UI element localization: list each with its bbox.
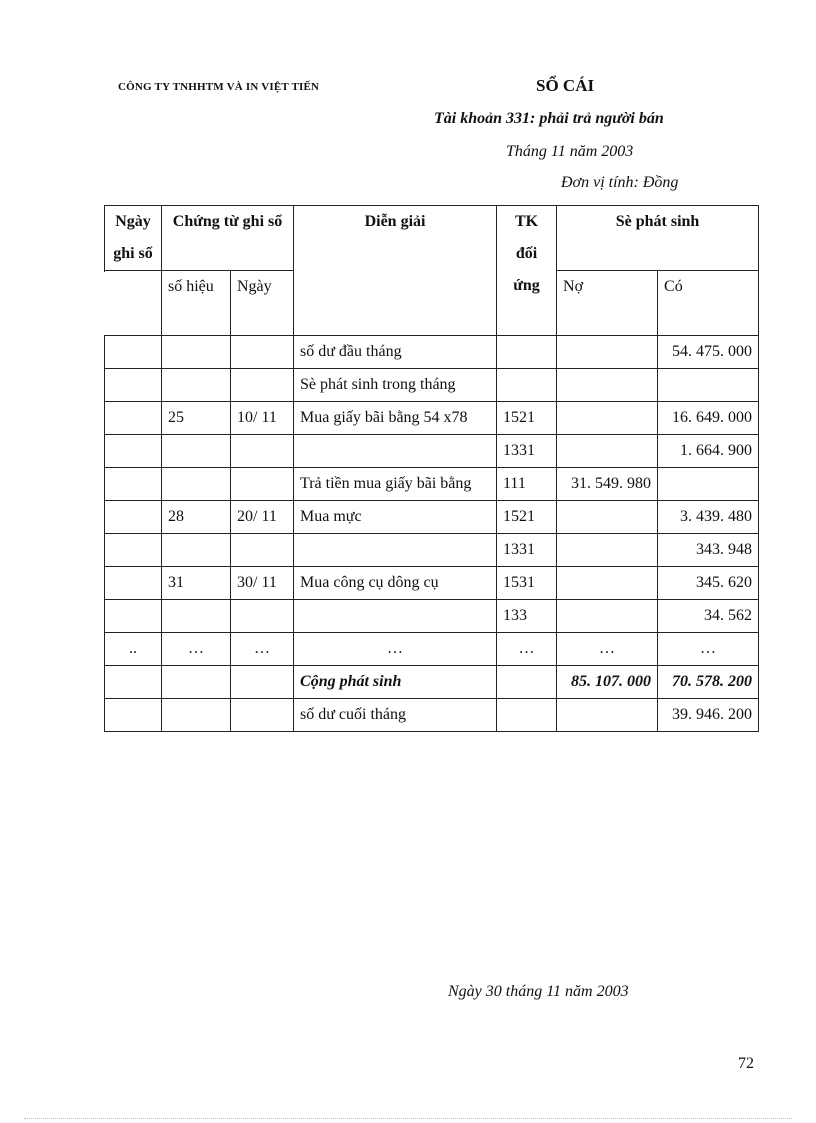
cell-voucher-date: [231, 369, 294, 402]
cell-credit: 343. 948: [658, 534, 759, 567]
cell-counter-account: 111: [497, 468, 557, 501]
table-row: [105, 633, 759, 666]
header-voucher: Chứng từ ghi sổ: [162, 206, 294, 271]
cell-credit: 3. 439. 480: [658, 501, 759, 534]
unit-label: Đơn vị tính: Đồng: [561, 174, 679, 191]
cell-credit: 39. 946. 200: [658, 699, 759, 732]
cell-date: [105, 369, 162, 402]
cell-date: [105, 501, 162, 534]
cell-description: Sè phát sinh trong tháng: [294, 369, 497, 402]
cell-description: số dư cuối tháng: [294, 699, 497, 732]
company-name: CÔNG TY TNHHTM VÀ IN VIỆT TIẾN: [118, 81, 320, 93]
signature-date: Ngày 30 tháng 11 năm 2003: [448, 983, 629, 1000]
table-row: [105, 699, 759, 732]
cell-debit: [557, 369, 658, 402]
cell-date: ..: [105, 633, 162, 666]
ledger-body: [105, 336, 759, 732]
cell-voucher-no: [162, 534, 231, 567]
cell-date: [105, 336, 162, 369]
table-row: [105, 369, 759, 402]
cell-date: [105, 567, 162, 600]
cell-date: [105, 666, 162, 699]
cell-debit: …: [557, 633, 658, 666]
header-voucher-no: số hiệu: [162, 271, 231, 336]
cell-voucher-no: …: [162, 633, 231, 666]
cell-description: Mua giấy bãi bằng 54 x78: [294, 402, 497, 435]
cell-counter-account: 1521: [497, 501, 557, 534]
cell-credit: 1. 664. 900: [658, 435, 759, 468]
cell-credit: …: [658, 633, 759, 666]
cell-counter-account: 1531: [497, 567, 557, 600]
cell-debit: [557, 534, 658, 567]
page-bottom-divider: [24, 1118, 792, 1119]
cell-credit: 54. 475. 000: [658, 336, 759, 369]
cell-voucher-no: [162, 468, 231, 501]
cell-voucher-no: 25: [162, 402, 231, 435]
cell-date: [105, 402, 162, 435]
cell-description: Trả tiền mua giấy bãi bằng: [294, 468, 497, 501]
cell-voucher-no: [162, 369, 231, 402]
cell-voucher-date: [231, 699, 294, 732]
cell-credit: 70. 578. 200: [658, 666, 759, 699]
cell-voucher-date: 10/ 11: [231, 402, 294, 435]
table-row: [105, 600, 759, 633]
table-row: [105, 402, 759, 435]
cell-description: [294, 534, 497, 567]
cell-credit: 16. 649. 000: [658, 402, 759, 435]
ledger-title: SỔ CÁI: [536, 76, 595, 95]
cell-voucher-no: 28: [162, 501, 231, 534]
table-row: [105, 435, 759, 468]
cell-counter-account: [497, 369, 557, 402]
cell-credit: 345. 620: [658, 567, 759, 600]
cell-voucher-date: 30/ 11: [231, 567, 294, 600]
cell-voucher-date: [231, 336, 294, 369]
cell-voucher-no: [162, 435, 231, 468]
cell-counter-account: …: [497, 633, 557, 666]
cell-description: …: [294, 633, 497, 666]
period-label: Tháng 11 năm 2003: [506, 143, 634, 160]
cell-counter-account: 133: [497, 600, 557, 633]
cell-description: Mua công cụ dông cụ: [294, 567, 497, 600]
cell-debit: [557, 567, 658, 600]
cell-counter-account: 1331: [497, 435, 557, 468]
cell-date: [105, 468, 162, 501]
page-number: 72: [738, 1055, 754, 1072]
cell-voucher-date: [231, 468, 294, 501]
cell-debit: [557, 501, 658, 534]
cell-voucher-date: …: [231, 633, 294, 666]
cell-voucher-no: [162, 336, 231, 369]
cell-date: [105, 534, 162, 567]
cell-credit: [658, 468, 759, 501]
cell-date: [105, 699, 162, 732]
cell-description: Cộng phát sinh: [294, 666, 497, 699]
cell-debit: [557, 699, 658, 732]
table-row: [105, 534, 759, 567]
header-voucher-date: Ngày: [231, 271, 294, 336]
cell-voucher-date: [231, 534, 294, 567]
table-row: [105, 468, 759, 501]
cell-counter-account: 1521: [497, 402, 557, 435]
cell-credit: [658, 369, 759, 402]
cell-description: [294, 600, 497, 633]
cell-counter-account: 1331: [497, 534, 557, 567]
cell-voucher-date: [231, 435, 294, 468]
cell-debit: [557, 435, 658, 468]
cell-debit: [557, 402, 658, 435]
header-debit: Nợ: [557, 271, 658, 336]
cell-date: [105, 435, 162, 468]
cell-voucher-no: [162, 600, 231, 633]
cell-credit: 34. 562: [658, 600, 759, 633]
cell-debit: [557, 600, 658, 633]
header-credit: Có: [658, 271, 759, 336]
account-title: Tài khoản 331: phải trả người bán: [434, 110, 664, 127]
cell-debit: 85. 107. 000: [557, 666, 658, 699]
cell-debit: [557, 336, 658, 369]
cell-voucher-no: 31: [162, 567, 231, 600]
cell-voucher-date: [231, 666, 294, 699]
header-amount: Sè phát sinh: [557, 206, 759, 271]
header-date: Ngày ghi sổ: [105, 206, 162, 271]
cell-description: [294, 435, 497, 468]
cell-counter-account: [497, 666, 557, 699]
ledger-table: [104, 205, 759, 732]
cell-voucher-no: [162, 666, 231, 699]
table-row: [105, 336, 759, 369]
cell-counter-account: [497, 699, 557, 732]
cell-voucher-date: [231, 600, 294, 633]
cell-voucher-date: 20/ 11: [231, 501, 294, 534]
header-description: Diễn giải: [294, 206, 497, 336]
cell-description: Mua mực: [294, 501, 497, 534]
table-row: [105, 567, 759, 600]
cell-debit: 31. 549. 980: [557, 468, 658, 501]
cell-voucher-no: [162, 699, 231, 732]
header-counter-account: TK đối ứng: [497, 206, 557, 336]
cell-description: số dư đầu tháng: [294, 336, 497, 369]
table-row: [105, 666, 759, 699]
table-row: [105, 501, 759, 534]
cell-counter-account: [497, 336, 557, 369]
cell-date: [105, 600, 162, 633]
